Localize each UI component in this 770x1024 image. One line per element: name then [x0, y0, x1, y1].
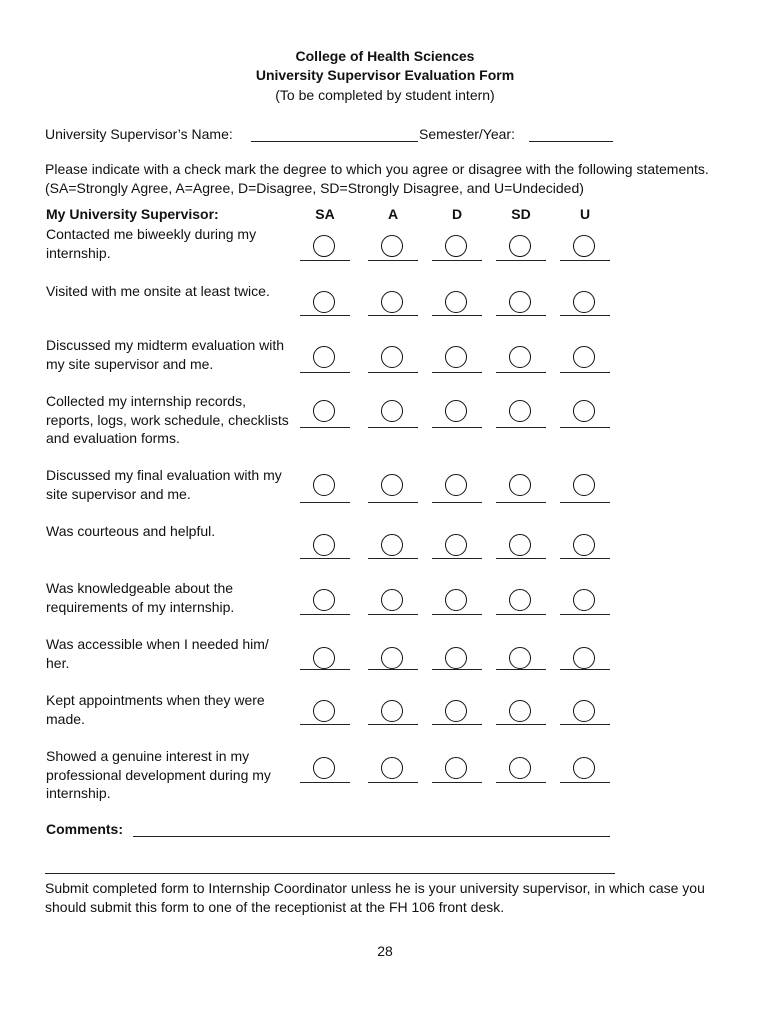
rating-underline: [560, 315, 610, 316]
rating-underline: [300, 558, 350, 559]
rating-radio-d[interactable]: [445, 400, 467, 422]
comments-field[interactable]: [133, 836, 610, 837]
supervisor-name-field[interactable]: [251, 141, 418, 142]
rating-underline: [300, 782, 350, 783]
instructions-text: Please indicate with a check mark the degree to which you agree or disagree with the following statements. (SA=Strongly Agree, A=Agree, D=Disagree, SD=Strongly Disagree, and U=Undecided): [45, 161, 709, 196]
rating-underline: [496, 669, 546, 670]
rating-radio-d[interactable]: [445, 291, 467, 313]
rating-underline: [368, 724, 418, 725]
rating-underline: [368, 669, 418, 670]
rating-radio-sa[interactable]: [313, 346, 335, 368]
rating-underline: [560, 782, 610, 783]
rating-radio-sd[interactable]: [509, 757, 531, 779]
rating-underline: [432, 614, 482, 615]
rating-underline: [432, 315, 482, 316]
rating-underline: [560, 558, 610, 559]
rating-radio-u[interactable]: [573, 291, 595, 313]
statement-text: Collected my internship records, reports, logs, work schedule, checklists and evaluation forms.: [46, 393, 289, 447]
statement-text: Contacted me biweekly during my internship.: [46, 226, 257, 261]
rating-underline: [496, 782, 546, 783]
rating-radio-sa[interactable]: [313, 534, 335, 556]
semester-year-label: Semester/Year:: [419, 126, 515, 142]
rating-radio-a[interactable]: [381, 589, 403, 611]
rating-underline: [300, 724, 350, 725]
statement-text: Discussed my final evaluation with my site supervisor and me.: [46, 467, 282, 502]
rating-radio-a[interactable]: [381, 700, 403, 722]
rating-radio-sa[interactable]: [313, 400, 335, 422]
rating-underline: [300, 260, 350, 261]
rating-radio-sd[interactable]: [509, 534, 531, 556]
rating-underline: [432, 724, 482, 725]
rating-underline: [300, 372, 350, 373]
rating-underline: [496, 260, 546, 261]
statement-text: Visited with me onsite at least twice.: [46, 283, 270, 299]
rating-radio-sa[interactable]: [313, 589, 335, 611]
submit-note: Submit completed form to Internship Coordinator unless he is your university supervisor, in which case you should submit this form to one of the receptionist at the FH 106 front desk.: [45, 880, 705, 915]
rating-underline: [368, 502, 418, 503]
rating-underline: [560, 372, 610, 373]
statement-text: Discussed my midterm evaluation with my site supervisor and me.: [46, 337, 285, 372]
semester-year-field[interactable]: [529, 141, 613, 142]
rating-radio-d[interactable]: [445, 235, 467, 257]
rating-underline: [432, 669, 482, 670]
rating-underline: [300, 502, 350, 503]
rating-underline: [496, 372, 546, 373]
rating-radio-d[interactable]: [445, 534, 467, 556]
rating-underline: [496, 502, 546, 503]
rating-radio-a[interactable]: [381, 647, 403, 669]
rating-radio-a[interactable]: [381, 400, 403, 422]
rating-radio-sd[interactable]: [509, 700, 531, 722]
column-header-u: U: [579, 206, 591, 222]
rating-underline: [368, 427, 418, 428]
statement-text: Showed a genuine interest in my professional development during my internship.: [46, 748, 271, 802]
rating-radio-a[interactable]: [381, 534, 403, 556]
column-header-d: D: [451, 206, 463, 222]
rating-underline: [560, 614, 610, 615]
rating-underline: [560, 502, 610, 503]
rating-radio-sd[interactable]: [509, 291, 531, 313]
rating-underline: [368, 260, 418, 261]
statement-text: Was courteous and helpful.: [46, 523, 216, 539]
rating-underline: [432, 260, 482, 261]
rating-radio-u[interactable]: [573, 647, 595, 669]
rating-underline: [560, 669, 610, 670]
rating-underline: [496, 315, 546, 316]
rating-radio-d[interactable]: [445, 647, 467, 669]
rating-radio-u[interactable]: [573, 534, 595, 556]
rating-radio-d[interactable]: [445, 589, 467, 611]
rating-radio-sa[interactable]: [313, 235, 335, 257]
rating-radio-d[interactable]: [445, 346, 467, 368]
rating-radio-sd[interactable]: [509, 474, 531, 496]
rating-underline: [432, 558, 482, 559]
rating-underline: [496, 558, 546, 559]
rating-radio-u[interactable]: [573, 474, 595, 496]
comments-label: Comments:: [46, 821, 124, 837]
supervisor-name-label: University Supervisor’s Name:: [45, 126, 233, 142]
rating-radio-u[interactable]: [573, 757, 595, 779]
rating-underline: [300, 669, 350, 670]
rating-radio-sd[interactable]: [509, 346, 531, 368]
statement-text: Was accessible when I needed him/ her.: [46, 636, 269, 671]
rating-underline: [368, 372, 418, 373]
rating-radio-sa[interactable]: [313, 757, 335, 779]
rating-underline: [300, 315, 350, 316]
rating-radio-sa[interactable]: [313, 700, 335, 722]
rating-radio-u[interactable]: [573, 589, 595, 611]
rating-radio-u[interactable]: [573, 700, 595, 722]
rating-radio-u[interactable]: [573, 400, 595, 422]
rating-radio-sd[interactable]: [509, 589, 531, 611]
rating-radio-sd[interactable]: [509, 400, 531, 422]
rating-underline: [560, 260, 610, 261]
comments-field-line-2[interactable]: [45, 873, 615, 874]
rating-underline: [300, 427, 350, 428]
rating-radio-u[interactable]: [573, 346, 595, 368]
rating-radio-sa[interactable]: [313, 647, 335, 669]
rating-radio-d[interactable]: [445, 700, 467, 722]
rating-underline: [496, 614, 546, 615]
rating-radio-d[interactable]: [445, 757, 467, 779]
rating-underline: [368, 315, 418, 316]
college-name: College of Health Sciences: [295, 48, 475, 64]
statement-text: Kept appointments when they were made.: [46, 692, 265, 727]
rating-underline: [432, 502, 482, 503]
statement-text: Was knowledgeable about the requirements of my internship.: [46, 580, 235, 615]
rating-radio-sd[interactable]: [509, 647, 531, 669]
rating-underline: [560, 724, 610, 725]
rating-underline: [496, 724, 546, 725]
form-title: University Supervisor Evaluation Form: [255, 67, 515, 83]
rating-radio-sa[interactable]: [313, 291, 335, 313]
rating-radio-sa[interactable]: [313, 474, 335, 496]
rating-underline: [496, 427, 546, 428]
section-heading: My University Supervisor:: [46, 206, 219, 222]
rating-underline: [432, 782, 482, 783]
rating-underline: [300, 614, 350, 615]
rating-underline: [432, 427, 482, 428]
column-header-sd: SD: [511, 206, 531, 222]
column-header-a: A: [387, 206, 399, 222]
rating-radio-a[interactable]: [381, 346, 403, 368]
rating-radio-u[interactable]: [573, 235, 595, 257]
rating-underline: [368, 614, 418, 615]
rating-underline: [432, 372, 482, 373]
rating-radio-a[interactable]: [381, 291, 403, 313]
rating-radio-a[interactable]: [381, 235, 403, 257]
rating-radio-d[interactable]: [445, 474, 467, 496]
rating-underline: [368, 782, 418, 783]
column-header-sa: SA: [315, 206, 335, 222]
form-subtitle: (To be completed by student intern): [275, 87, 495, 103]
rating-underline: [560, 427, 610, 428]
rating-radio-a[interactable]: [381, 757, 403, 779]
rating-underline: [368, 558, 418, 559]
rating-radio-sd[interactable]: [509, 235, 531, 257]
page-number: 28: [377, 943, 393, 959]
rating-radio-a[interactable]: [381, 474, 403, 496]
